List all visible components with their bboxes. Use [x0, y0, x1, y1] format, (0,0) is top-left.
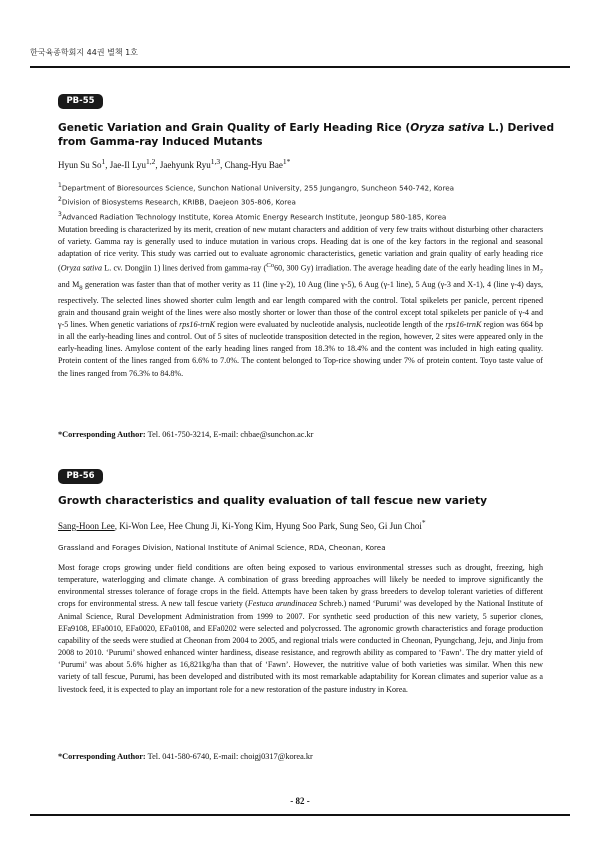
abstract-code-badge: PB-56 — [58, 469, 103, 484]
body-text: generation was faster than that of mother verity as 11 (line γ-2), 10 Aug (line γ-5), 6 Aug (γ-1 line), 5 Aug (γ-3 and X-1), 4 (line γ-4) days, respectively. The selected lines showed shorter culm length and ear length compared with the control. Total spikelets per panicle, percent ripened grain and thousand grain weight of the lines were also mostly shorter or lower than those of the control except total spikelets per panicle of γ-4 and γ-5 lines. When genetic variations of — [58, 279, 543, 329]
author-names: , Ki-Won Lee, Hee Chung Ji, Ki-Yong Kim, Hyung Soo Park, Sung Seo, Gi Jun Choi — [114, 521, 422, 531]
title-part: L.) Derived from Gamma-ray Induced Mutants — [58, 122, 555, 148]
author-affiliation-mark: 1* — [282, 157, 291, 166]
body-text: L. cv. Dongjin 1) lines derived from gamma-ray ( — [102, 264, 267, 274]
gene-name: rps16-trnK — [445, 320, 482, 329]
journal-header: 한국육종학회지 44권 별책 1호 — [30, 48, 138, 57]
affiliation-line — [58, 209, 558, 223]
corresponding-author — [58, 430, 313, 439]
author-affiliation-mark: 1 — [101, 157, 106, 166]
gene-name: rps16-trnK — [179, 320, 216, 329]
body-text: Mutation breeding is characterized by its merit, creation of new mutant characters and addition of very few traits without disturbing other characters of variety. Gamma ray is generally used to induce mutation in various crops. Heading dat is one of the key factors in the regional and seasonal adaptation of rice verity. This study was carried out to evaluate agronomic characteristics, genetic variation and grain quality of early heading rice ( — [58, 225, 543, 274]
body-species: Oryza sativa — [60, 264, 103, 274]
author-name: Jae-Il Lyu — [109, 160, 147, 170]
affiliation-text: Advanced Radiation Technology Institute, Korea Atomic Energy Research Institute, Jeongup 580-185, Korea — [61, 212, 447, 222]
author-name: Chang-Hyu Bae — [224, 160, 283, 170]
affiliation-line — [58, 194, 558, 208]
author-name: Jaehyunk Ryu — [159, 160, 211, 170]
corresponding-author — [58, 752, 313, 761]
affiliation-list — [58, 180, 558, 223]
body-species: Festuca arundinacea — [247, 599, 317, 609]
corresponding-email: E-mail: choigj0317@korea.kr — [213, 752, 313, 761]
author-list — [58, 518, 558, 531]
author-name: Hyun Su So — [58, 160, 102, 170]
presenting-author: Sang-Hoon Lee — [58, 521, 115, 531]
author-list — [58, 157, 558, 170]
generation-subscript: 8 — [79, 284, 83, 292]
corresponding-email: E-mail: chbae@sunchon.ac.kr — [213, 430, 314, 439]
body-text: region was 664 bp in all the early-heading lines and control. Out of 5 sites of nucleotide transposition detected in the region, however, 2 sites were appeared only in the early-heading lines. Amylose content of the early heading lines ranged from 18.3% to 18.4% and the content was included in high eating quality. Protein content of the lines ranged from 6.6% to 7.0%. The content belonged to Top-rice showing under 7% of protein content. Toyo taste value of the lines ranged from 76.3% to 84.8%. — [58, 320, 543, 378]
body-text: 60, 300 Gy) irradiation. The average heading date of the early heading lines in M — [274, 264, 540, 274]
body-text: Most forage crops growing under field conditions are often being exposed to various environmental stresses such as drought, freezing, high temperature, waterlogging and climate change. A combination of grass breeding approaches will likely be needed to improve significantly the environmental stresses tolerance of forage crops in the field. Attempts have been taken by grass breeders to develop tolerant varieties of different crops for environmental stress. A new tall fescue variety ( — [58, 563, 543, 609]
author-separator: , — [155, 160, 160, 170]
isotope-superscript: Co — [266, 262, 275, 270]
abstract-body — [58, 224, 543, 380]
title-species: Oryza sativa — [410, 122, 485, 134]
header-rule — [30, 66, 570, 68]
affiliation-mark: 2 — [58, 196, 62, 204]
corresponding-tel: Tel. 041-580-6740, — [147, 752, 212, 761]
author-separator: , — [220, 160, 225, 170]
affiliation-line: Grassland and Forages Division, National Institute of Animal Science, RDA, Cheonan, Korea — [58, 543, 386, 552]
corresponding-label: *Corresponding Author: — [58, 430, 146, 439]
body-text: Schreb.) named ‘Purumi’ was developed by the National Institute of Animal Science, Rural Development Administration from 1999 to 2007. For synthetic seed production of this new variety, 5 superior clones, EFa9108, EFa0010, EFa0020, EFa0108, and EFa0202 were selected and polycrossed. The agronomic growth characteristics and forage production capability of the seeds were studied at Cheonan from 2004 to 2005, and regional trials were conducted in Cheonan, Pyungchang, Jeju, and Jinju from 2008 to 2010. ‘Purumi’ showed enhanced winter hardiness, disease resistance, and regrowth ability as compared to ‘Fawn’. The dry matter yield of ‘Purumi’ was about 5.6% higher as 16,821kg/ha than that of ‘Fawn’. However, the nutritive value of both varieties was similar. When this new variety of tall fescue, Purumi, has been developed and distributed with its most remarkable adaptability for Korean climates and superior value as a livestock feed, it is expected to play an important role for a new restoration of the pasture industry in Korea. — [58, 599, 544, 694]
abstract-body — [58, 562, 543, 696]
body-text: region were evaluated by nucleotide analysis, nucleotide length of the — [215, 320, 446, 329]
affiliation-mark: 3 — [58, 210, 62, 218]
abstract-code-badge: PB-55 — [58, 94, 103, 109]
affiliation-mark: 1 — [58, 182, 62, 189]
author-affiliation-mark: 1,2 — [146, 157, 156, 166]
body-text: and M — [58, 279, 80, 289]
affiliation-list — [58, 542, 558, 554]
generation-subscript: 7 — [539, 268, 544, 276]
corresponding-mark: * — [421, 518, 426, 527]
affiliation-text: Department of Bioresources Science, Sunchon National University, 255 Jungangro, Suncheon 540-742, Korea — [61, 183, 455, 193]
corresponding-tel: Tel. 061-750-3214, — [147, 430, 212, 439]
page-number: - 82 - — [290, 796, 310, 806]
corresponding-label: *Corresponding Author: — [58, 752, 146, 761]
affiliation-text: Division of Biosystems Research, KRIBB, Daejeon 305-806, Korea — [61, 197, 296, 207]
footer-rule — [30, 814, 570, 816]
affiliation-line — [58, 180, 558, 194]
author-affiliation-mark: 1,3 — [210, 157, 221, 166]
title-part: Genetic Variation and Grain Quality of Early Heading Rice ( — [58, 122, 411, 134]
abstract-title — [58, 121, 558, 149]
abstract-title: Growth characteristics and quality evaluation of tall fescue new variety — [58, 495, 488, 507]
author-separator: , — [105, 160, 110, 170]
